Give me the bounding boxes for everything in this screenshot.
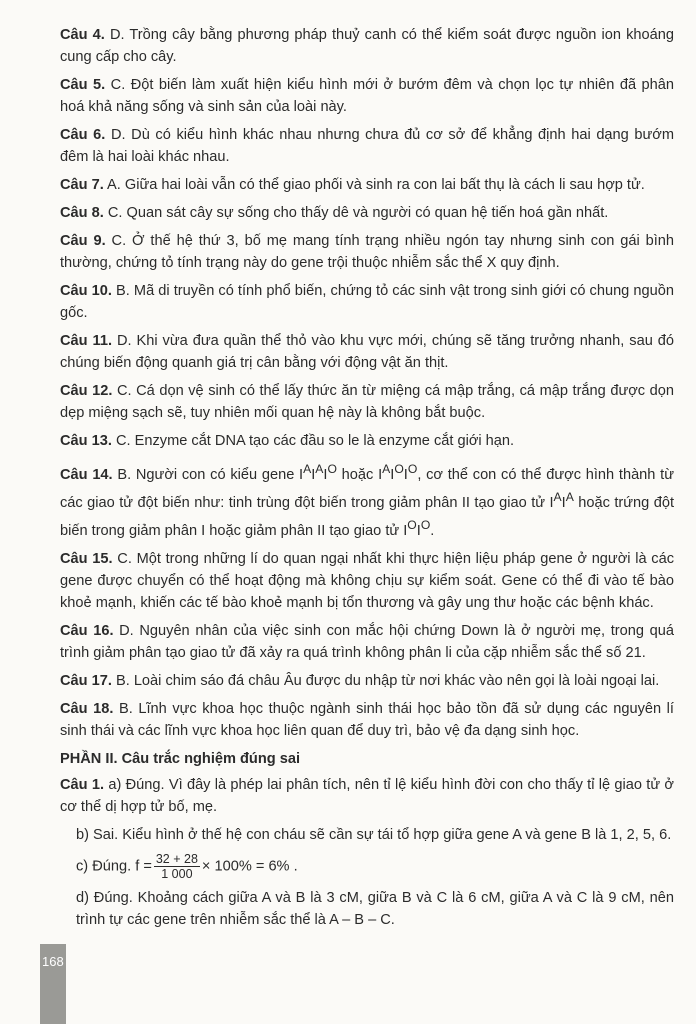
answer-text: C. Đột biến làm xuất hiện kiểu hình mới ở bướm đêm và chọn lọc tự nhiên đã phân hoá khả năng sống và sinh sản của loài này. xyxy=(60,77,674,115)
question-number: Câu 12. xyxy=(60,383,113,399)
question-number: Câu 13. xyxy=(60,433,112,449)
allele-superscript: A xyxy=(382,462,391,476)
answer-text: hoặc trứng đột biến trong giảm phân I hoặc giảm phân II tạo giao tử I xyxy=(60,494,674,539)
answer-text: B. Loài chim sáo đá châu Âu được du nhập từ nơi khác vào nên gọi là loài ngoại lai. xyxy=(111,672,660,689)
answer-text: D. Dù có kiểu hình khác nhau nhưng chưa đủ cơ sở để khẳng định hai dạng bướm đêm là hai loài khác nhau. xyxy=(60,127,675,165)
question-number: Câu 4. xyxy=(60,27,105,43)
answer-text: D. Nguyên nhân của việc sinh con mắc hội chứng Down là ở người mẹ, trong quá trình giảm phân tạo giao tử đã xảy ra quá trình không phân li của cặp nhiễm sắc thể số 21. xyxy=(60,622,674,661)
answer-text: . xyxy=(430,522,435,539)
answer-text: C. Enzyme cắt DNA tạo các đầu so le là enzyme cắt giới hạn. xyxy=(111,433,515,449)
answer-item xyxy=(60,24,674,68)
question-number: Câu 11. xyxy=(60,333,113,349)
answer-item xyxy=(60,380,674,424)
answer-text: , cơ thể con có thể được hình thành từ các giao tử đột biến như: tinh trùng đột biến trong giảm phân II tạo giao tử I xyxy=(60,466,674,511)
fraction-numerator: 32 + 28 xyxy=(155,851,198,866)
question-number: Câu 16. xyxy=(60,622,114,639)
answer-item xyxy=(60,430,674,452)
answer-item xyxy=(60,698,674,742)
answer-text-c xyxy=(76,852,674,881)
answer-text: B. Người con có kiểu gene I xyxy=(112,466,304,483)
question-number: Câu 15. xyxy=(60,550,113,567)
answer-text: C. Quan sát cây sự sống cho thấy dê và người có quan hệ tiến hoá gần nhất. xyxy=(103,205,609,221)
allele-superscript: A xyxy=(315,462,324,476)
part2-answer-item xyxy=(60,774,674,818)
allele-superscript: A xyxy=(565,489,574,504)
fraction-denominator: 1 000 xyxy=(161,866,193,881)
answer-item xyxy=(60,202,674,224)
answer-text: I xyxy=(323,466,328,483)
answer-text: I xyxy=(311,466,316,483)
allele-superscript: O xyxy=(420,517,431,532)
answer-text: C. Cá dọn vệ sinh có thể lấy thức ăn từ miệng cá mập trắng, cá mập trắng được dọn dẹp miệng sạch sẽ, tuy nhiên mối quan hệ này là không bắt buộc. xyxy=(60,383,674,421)
question-number: Câu 1. xyxy=(60,776,105,793)
answer-text: hoặc I xyxy=(336,466,383,483)
answer-text: C. Một trong những lí do quan ngại nhất khi thực hiện liệu pháp gene ở người là các gene được chuyển có thể hoạt động mà không chịu sự kiểm soát. Gene có thể đi vào tế bào khoẻ mạnh, khiến các tế bào khoẻ mạnh bị tổn thương và gây ung thư hoặc các bệnh khác. xyxy=(60,550,674,611)
question-number: Câu 14. xyxy=(60,466,113,483)
answer-text: I xyxy=(403,466,408,483)
question-number: Câu 6. xyxy=(60,127,106,143)
answer-item xyxy=(60,620,674,664)
answer-text: B. Mã di truyền có tính phổ biến, chứng tỏ các sinh vật trong sinh giới có chung nguồn gốc. xyxy=(60,283,674,321)
question-number: Câu 17. xyxy=(60,672,112,689)
allele-superscript: A xyxy=(303,462,312,476)
formula-suffix: × 100% = 6% . xyxy=(201,857,298,874)
fraction xyxy=(154,852,200,881)
answer-item-14 xyxy=(60,458,674,542)
answer-item xyxy=(60,330,674,374)
answer-item xyxy=(60,670,674,692)
answer-text-a: a) Đúng. Vì đây là phép lai phân tích, nên tỉ lệ kiểu hình đời con cho thấy tỉ lệ giao tử ở cơ thể dị hợp tử bố, mẹ. xyxy=(60,776,675,815)
section-heading: PHẦN II. Câu trắc nghiệm đúng sai xyxy=(60,750,301,767)
allele-superscript: O xyxy=(327,462,337,476)
answer-text: I xyxy=(390,466,395,483)
answer-text: I xyxy=(561,494,566,511)
question-number: Câu 7. xyxy=(60,177,104,193)
answer-item xyxy=(60,124,674,168)
answer-item xyxy=(60,74,674,118)
question-number: Câu 9. xyxy=(60,233,106,249)
answer-text-b: b) Sai. Kiểu hình ở thế hệ con cháu sẽ cần sự tái tổ hợp giữa gene A và gene B là 1, 2, 5, 6. xyxy=(76,826,672,843)
allele-superscript: O xyxy=(407,462,418,476)
answer-item xyxy=(60,230,674,274)
answer-item xyxy=(60,548,674,614)
question-number: Câu 10. xyxy=(60,283,112,299)
answer-text: A. Giữa hai loài vẫn có thể giao phối và sinh ra con lai bất thụ là cách li sau hợp tử. xyxy=(103,177,645,193)
answer-text: D. Khi vừa đưa quần thể thỏ vào khu vực mới, chúng sẽ tăng trưởng nhanh, sau đó chúng biến động quanh giá trị cân bằng với động vật ăn thịt. xyxy=(60,333,674,371)
allele-superscript: O xyxy=(394,462,404,476)
answer-text: C. Ở thế hệ thứ 3, bố mẹ mang tính trạng nhiều ngón tay nhưng sinh con gái bình thường, chứng tỏ tính trạng này do gene trội thuộc nhiễm sắc thể X quy định. xyxy=(60,233,675,271)
allele-superscript: A xyxy=(553,489,562,504)
question-number: Câu 5. xyxy=(60,77,106,93)
answer-text: B. Lĩnh vực khoa học thuộc ngành sinh thái học bảo tồn đã sử dụng các nguyên lí sinh thái và các lĩnh vực khoa học liên quan để duy trì, bảo vệ đa dạng sinh học. xyxy=(60,700,674,739)
page-number: 168 xyxy=(42,954,64,969)
formula-prefix: c) Đúng. f = xyxy=(76,857,152,874)
allele-superscript: O xyxy=(407,517,417,532)
answer-item xyxy=(60,174,674,196)
answer-text: I xyxy=(416,522,421,539)
answer-item xyxy=(60,280,674,324)
answer-text: D. Trồng cây bằng phương pháp thuỷ canh có thể kiểm soát được nguồn ion khoáng cung cấp cho cây. xyxy=(60,27,675,65)
answer-text-d: d) Đúng. Khoảng cách giữa A và B là 3 cM, giữa B và C là 6 cM, giữa A và C là 9 cM, nên trình tự các gene trên nhiễm sắc thể là A – B – C. xyxy=(76,889,674,928)
question-number: Câu 18. xyxy=(60,700,114,717)
answer-content xyxy=(60,24,674,937)
question-number: Câu 8. xyxy=(60,205,104,221)
